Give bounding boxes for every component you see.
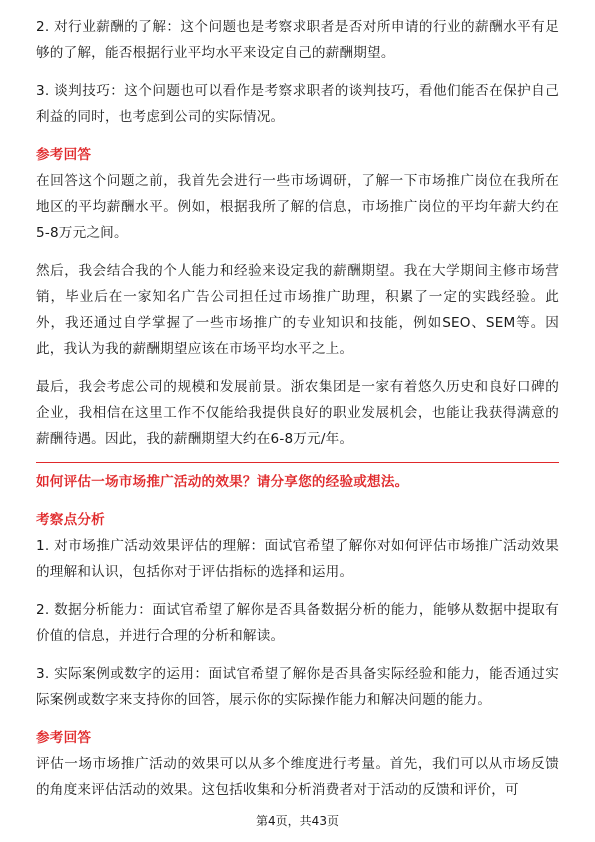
analysis-point-2: 2. 数据分析能力：面试官希望了解你是否具备数据分析的能力，能够从数据中提取有价值的信息，并进行合理的分析和解读。 xyxy=(36,602,559,644)
analysis-heading: 考察点分析 xyxy=(36,512,105,528)
section-divider xyxy=(36,462,559,463)
analysis-point-3: 3. 实际案例或数字的运用：面试官希望了解你是否具备实际经验和能力，能否通过实际案例或数字来支持你的回答，展示你的实际操作能力和解决问题的能力。 xyxy=(36,666,559,708)
answer-paragraph: 然后，我会结合我的个人能力和经验来设定我的薪酬期望。我在大学期间主修市场营销，毕业后在一家知名广告公司担任过市场推广助理，积累了一定的实践经验。此外，我还通过自学掌握了一些市场推广的专业知识和技能，例如SEO、SEM等。因此，我认为我的薪酬期望应该在市场平均水平之上。 xyxy=(36,263,559,357)
document-page xyxy=(36,14,559,803)
analysis-point-1: 1. 对市场推广活动效果评估的理解：面试官希望了解你对如何评估市场推广活动效果的理解和认识，包括你对于评估指标的选择和运用。 xyxy=(36,538,559,580)
analysis-point-2: 2. 对行业薪酬的了解：这个问题也是考察求职者是否对所申请的行业的薪酬水平有足够的了解，能否根据行业平均水平来设定自己的薪酬期望。 xyxy=(36,19,559,61)
page-number: 第4页，共43页 xyxy=(256,814,339,828)
analysis-point-3: 3. 谈判技巧：这个问题也可以看作是考察求职者的谈判技巧，看他们能否在保护自己利益的同时，也考虑到公司的实际情况。 xyxy=(36,83,559,125)
interview-question: 如何评估一场市场推广活动的效果？请分享您的经验或想法。 xyxy=(36,474,409,490)
answer-paragraph: 最后，我会考虑公司的规模和发展前景。浙农集团是一家有着悠久历史和良好口碑的企业，我相信在这里工作不仅能给我提供良好的职业发展机会，也能让我获得满意的薪酬待遇。因此，我的薪酬期望大约在6-8万元/年。 xyxy=(36,379,559,447)
answer-paragraph: 评估一场市场推广活动的效果可以从多个维度进行考量。首先，我们可以从市场反馈的角度来评估活动的效果。这包括收集和分析消费者对于活动的反馈和评价，可 xyxy=(36,756,559,798)
answer-paragraph: 在回答这个问题之前，我首先会进行一些市场调研，了解一下市场推广岗位在我所在地区的平均薪酬水平。例如，根据我所了解的信息，市场推广岗位的平均年薪大约在5-8万元之间。 xyxy=(36,173,559,241)
reference-answer-heading: 参考回答 xyxy=(36,730,92,746)
reference-answer-heading: 参考回答 xyxy=(36,147,92,163)
